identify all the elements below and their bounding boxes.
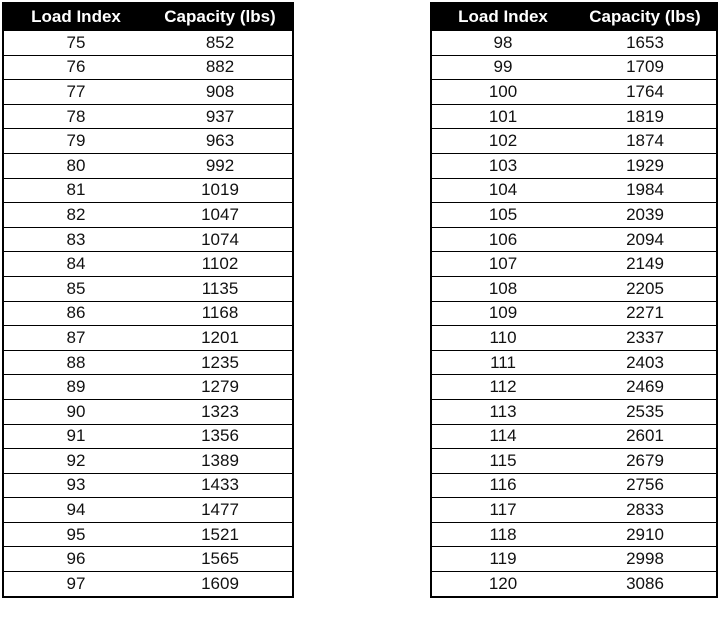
table-row (431, 227, 717, 252)
table-row (3, 203, 293, 228)
capacity-cell: 1819 (574, 104, 717, 129)
table-row (3, 473, 293, 498)
table-row (431, 104, 717, 129)
table-header (3, 3, 293, 31)
capacity-cell: 1565 (148, 547, 293, 572)
capacity-cell: 3086 (574, 572, 717, 597)
load-index-table-right (430, 2, 718, 598)
load-index-cell: 107 (431, 252, 574, 277)
load-index-cell: 78 (3, 104, 148, 129)
load-index-cell: 80 (3, 153, 148, 178)
capacity-cell: 1609 (148, 572, 293, 597)
capacity-cell: 1201 (148, 326, 293, 351)
capacity-cell: 2469 (574, 375, 717, 400)
capacity-cell: 1929 (574, 153, 717, 178)
table-row (431, 203, 717, 228)
table-row (3, 301, 293, 326)
table-row (431, 473, 717, 498)
table-body (431, 31, 717, 597)
table-row (3, 178, 293, 203)
capacity-cell: 1047 (148, 203, 293, 228)
capacity-cell: 2271 (574, 301, 717, 326)
load-index-cell: 92 (3, 449, 148, 474)
load-index-header: Load Index (431, 3, 574, 31)
load-index-cell: 117 (431, 498, 574, 523)
table-row (3, 424, 293, 449)
table-row (431, 449, 717, 474)
capacity-cell: 1653 (574, 31, 717, 56)
capacity-cell: 992 (148, 153, 293, 178)
load-index-cell: 110 (431, 326, 574, 351)
load-index-cell: 82 (3, 203, 148, 228)
load-index-cell: 100 (431, 80, 574, 105)
table-row (431, 399, 717, 424)
load-index-header: Load Index (3, 3, 148, 31)
capacity-cell: 1168 (148, 301, 293, 326)
table-row (3, 449, 293, 474)
capacity-cell: 1074 (148, 227, 293, 252)
table-row (431, 498, 717, 523)
table-header (431, 3, 717, 31)
load-index-cell: 77 (3, 80, 148, 105)
load-index-cell: 97 (3, 572, 148, 597)
table-row (3, 129, 293, 154)
load-index-cell: 106 (431, 227, 574, 252)
capacity-cell: 1279 (148, 375, 293, 400)
load-index-cell: 111 (431, 350, 574, 375)
load-index-cell: 98 (431, 31, 574, 56)
table-row (3, 326, 293, 351)
capacity-cell: 1102 (148, 252, 293, 277)
load-index-cell: 115 (431, 449, 574, 474)
load-index-cell: 85 (3, 276, 148, 301)
capacity-cell: 1984 (574, 178, 717, 203)
load-index-cell: 105 (431, 203, 574, 228)
load-index-cell: 96 (3, 547, 148, 572)
capacity-cell: 882 (148, 55, 293, 80)
load-index-cell: 90 (3, 399, 148, 424)
table-row (431, 252, 717, 277)
capacity-cell: 1135 (148, 276, 293, 301)
capacity-cell: 2535 (574, 399, 717, 424)
capacity-cell: 1874 (574, 129, 717, 154)
capacity-cell: 2403 (574, 350, 717, 375)
capacity-cell: 2337 (574, 326, 717, 351)
table-row (431, 375, 717, 400)
capacity-cell: 908 (148, 80, 293, 105)
load-index-cell: 109 (431, 301, 574, 326)
load-index-cell: 118 (431, 522, 574, 547)
capacity-cell: 2149 (574, 252, 717, 277)
table-row (431, 572, 717, 597)
load-index-cell: 112 (431, 375, 574, 400)
capacity-cell: 2833 (574, 498, 717, 523)
capacity-cell: 2910 (574, 522, 717, 547)
capacity-cell: 2039 (574, 203, 717, 228)
load-index-cell: 120 (431, 572, 574, 597)
capacity-cell: 1521 (148, 522, 293, 547)
table-row (3, 227, 293, 252)
capacity-cell: 1764 (574, 80, 717, 105)
table-row (3, 80, 293, 105)
table-row (431, 547, 717, 572)
load-index-cell: 114 (431, 424, 574, 449)
capacity-cell: 2679 (574, 449, 717, 474)
capacity-cell: 1323 (148, 399, 293, 424)
load-index-cell: 76 (3, 55, 148, 80)
table-row (3, 375, 293, 400)
capacity-cell: 2601 (574, 424, 717, 449)
capacity-cell: 2998 (574, 547, 717, 572)
load-index-cell: 75 (3, 31, 148, 56)
table-row (3, 522, 293, 547)
load-index-cell: 91 (3, 424, 148, 449)
load-index-cell: 88 (3, 350, 148, 375)
load-index-cell: 89 (3, 375, 148, 400)
capacity-cell: 1709 (574, 55, 717, 80)
capacity-header: Capacity (lbs) (148, 3, 293, 31)
table-row (3, 31, 293, 56)
table-row (3, 276, 293, 301)
load-index-cell: 81 (3, 178, 148, 203)
load-index-cell: 94 (3, 498, 148, 523)
capacity-cell: 1019 (148, 178, 293, 203)
load-index-cell: 102 (431, 129, 574, 154)
header-row (431, 3, 717, 31)
capacity-cell: 852 (148, 31, 293, 56)
load-index-cell: 87 (3, 326, 148, 351)
load-index-cell: 95 (3, 522, 148, 547)
table-row (431, 80, 717, 105)
load-index-table-left (2, 2, 294, 598)
table-row (3, 572, 293, 597)
table-row (3, 55, 293, 80)
load-index-cell: 84 (3, 252, 148, 277)
table-row (431, 276, 717, 301)
load-index-cell: 93 (3, 473, 148, 498)
table-row (431, 55, 717, 80)
table-row (3, 252, 293, 277)
table-row (431, 178, 717, 203)
load-index-cell: 83 (3, 227, 148, 252)
load-index-cell: 99 (431, 55, 574, 80)
table-row (3, 399, 293, 424)
table-row (431, 350, 717, 375)
table-row (3, 547, 293, 572)
table-row (3, 498, 293, 523)
table-row (431, 301, 717, 326)
table-row (431, 522, 717, 547)
table-row (3, 350, 293, 375)
table-row (3, 104, 293, 129)
capacity-cell: 1356 (148, 424, 293, 449)
capacity-cell: 1433 (148, 473, 293, 498)
table-row (431, 424, 717, 449)
table-row (431, 129, 717, 154)
table-row (431, 326, 717, 351)
capacity-cell: 2756 (574, 473, 717, 498)
table-row (3, 153, 293, 178)
capacity-cell: 1235 (148, 350, 293, 375)
capacity-header: Capacity (lbs) (574, 3, 717, 31)
capacity-cell: 963 (148, 129, 293, 154)
table-row (431, 31, 717, 56)
load-index-cell: 116 (431, 473, 574, 498)
capacity-cell: 937 (148, 104, 293, 129)
load-index-cell: 103 (431, 153, 574, 178)
load-index-cell: 119 (431, 547, 574, 572)
table-row (431, 153, 717, 178)
load-index-cell: 113 (431, 399, 574, 424)
capacity-cell: 2094 (574, 227, 717, 252)
load-index-cell: 101 (431, 104, 574, 129)
capacity-cell: 2205 (574, 276, 717, 301)
capacity-cell: 1477 (148, 498, 293, 523)
load-index-cell: 104 (431, 178, 574, 203)
header-row (3, 3, 293, 31)
load-index-cell: 79 (3, 129, 148, 154)
load-index-cell: 86 (3, 301, 148, 326)
table-body (3, 31, 293, 597)
load-index-cell: 108 (431, 276, 574, 301)
capacity-cell: 1389 (148, 449, 293, 474)
